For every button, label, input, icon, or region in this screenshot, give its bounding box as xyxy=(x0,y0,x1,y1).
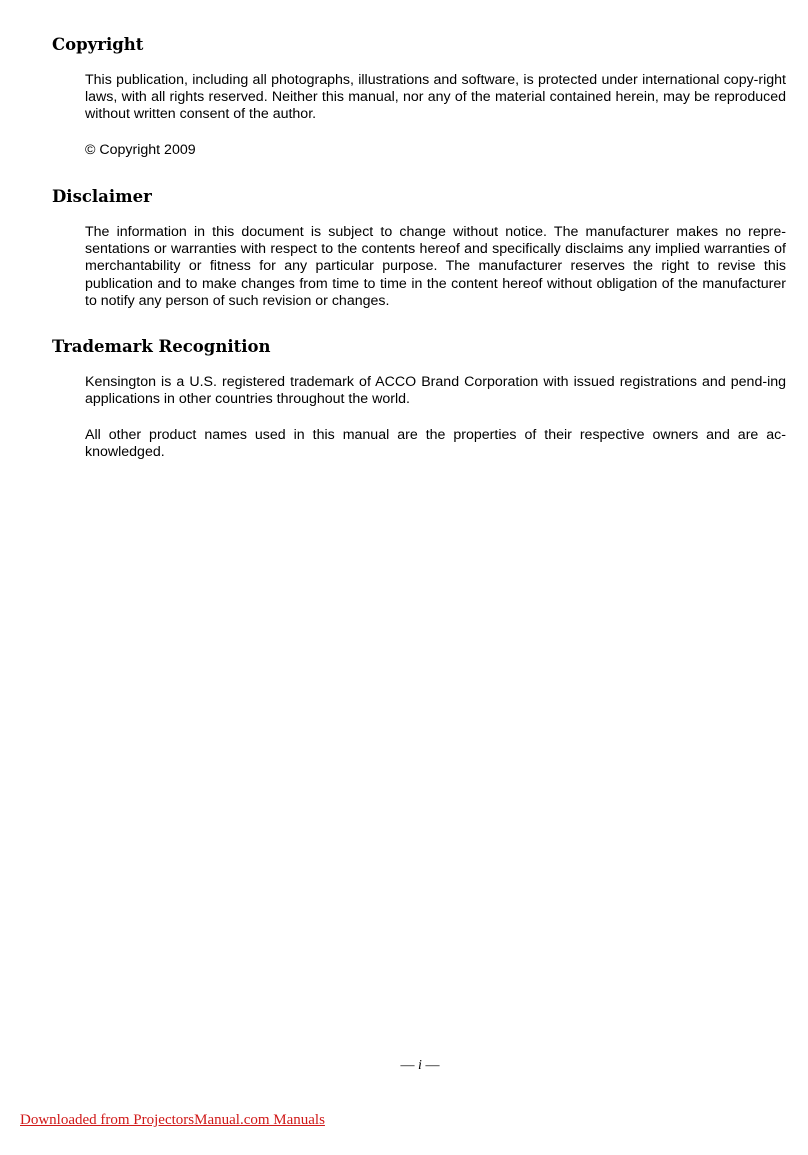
copyright-notice: © Copyright 2009 xyxy=(85,142,196,158)
disclaimer-paragraph: The information in this document is subject to change without notice. The manufacturer makes no repre-sentations or warranties with respect to the contents hereof and specifically disclaims any implied warranties of merchantability or fitness for any particular purpose. The manufacturer reserves the right to revise this publication and to make changes from time to time in the content hereof without obligation of the manufacturer to notify any person of such revision or changes. xyxy=(85,224,786,309)
trademark-paragraph-other: All other product names used in this manual are the properties of their respective owners and are ac-knowledged. xyxy=(85,427,786,461)
page-number-value: i xyxy=(418,1058,422,1073)
trademark-paragraph-kensington: Kensington is a U.S. registered trademark of ACCO Brand Corporation with issued registrations and pend-ing applications in other countries throughout the world. xyxy=(85,374,786,408)
copyright-heading: Copyright xyxy=(52,35,144,54)
download-source-link[interactable]: Downloaded from ProjectorsManual.com Manuals xyxy=(20,1112,325,1128)
trademark-heading: Trademark Recognition xyxy=(52,337,271,356)
page-number-dash-right: — xyxy=(421,1058,440,1073)
copyright-paragraph: This publication, including all photographs, illustrations and software, is protected under international copy-right laws, with all rights reserved. Neither this manual, nor any of the material contained herein, may be reproduced without written consent of the author. xyxy=(85,72,786,123)
disclaimer-heading: Disclaimer xyxy=(52,187,152,206)
page-number xyxy=(370,1058,470,1074)
page-number-dash-left: — xyxy=(400,1058,419,1073)
